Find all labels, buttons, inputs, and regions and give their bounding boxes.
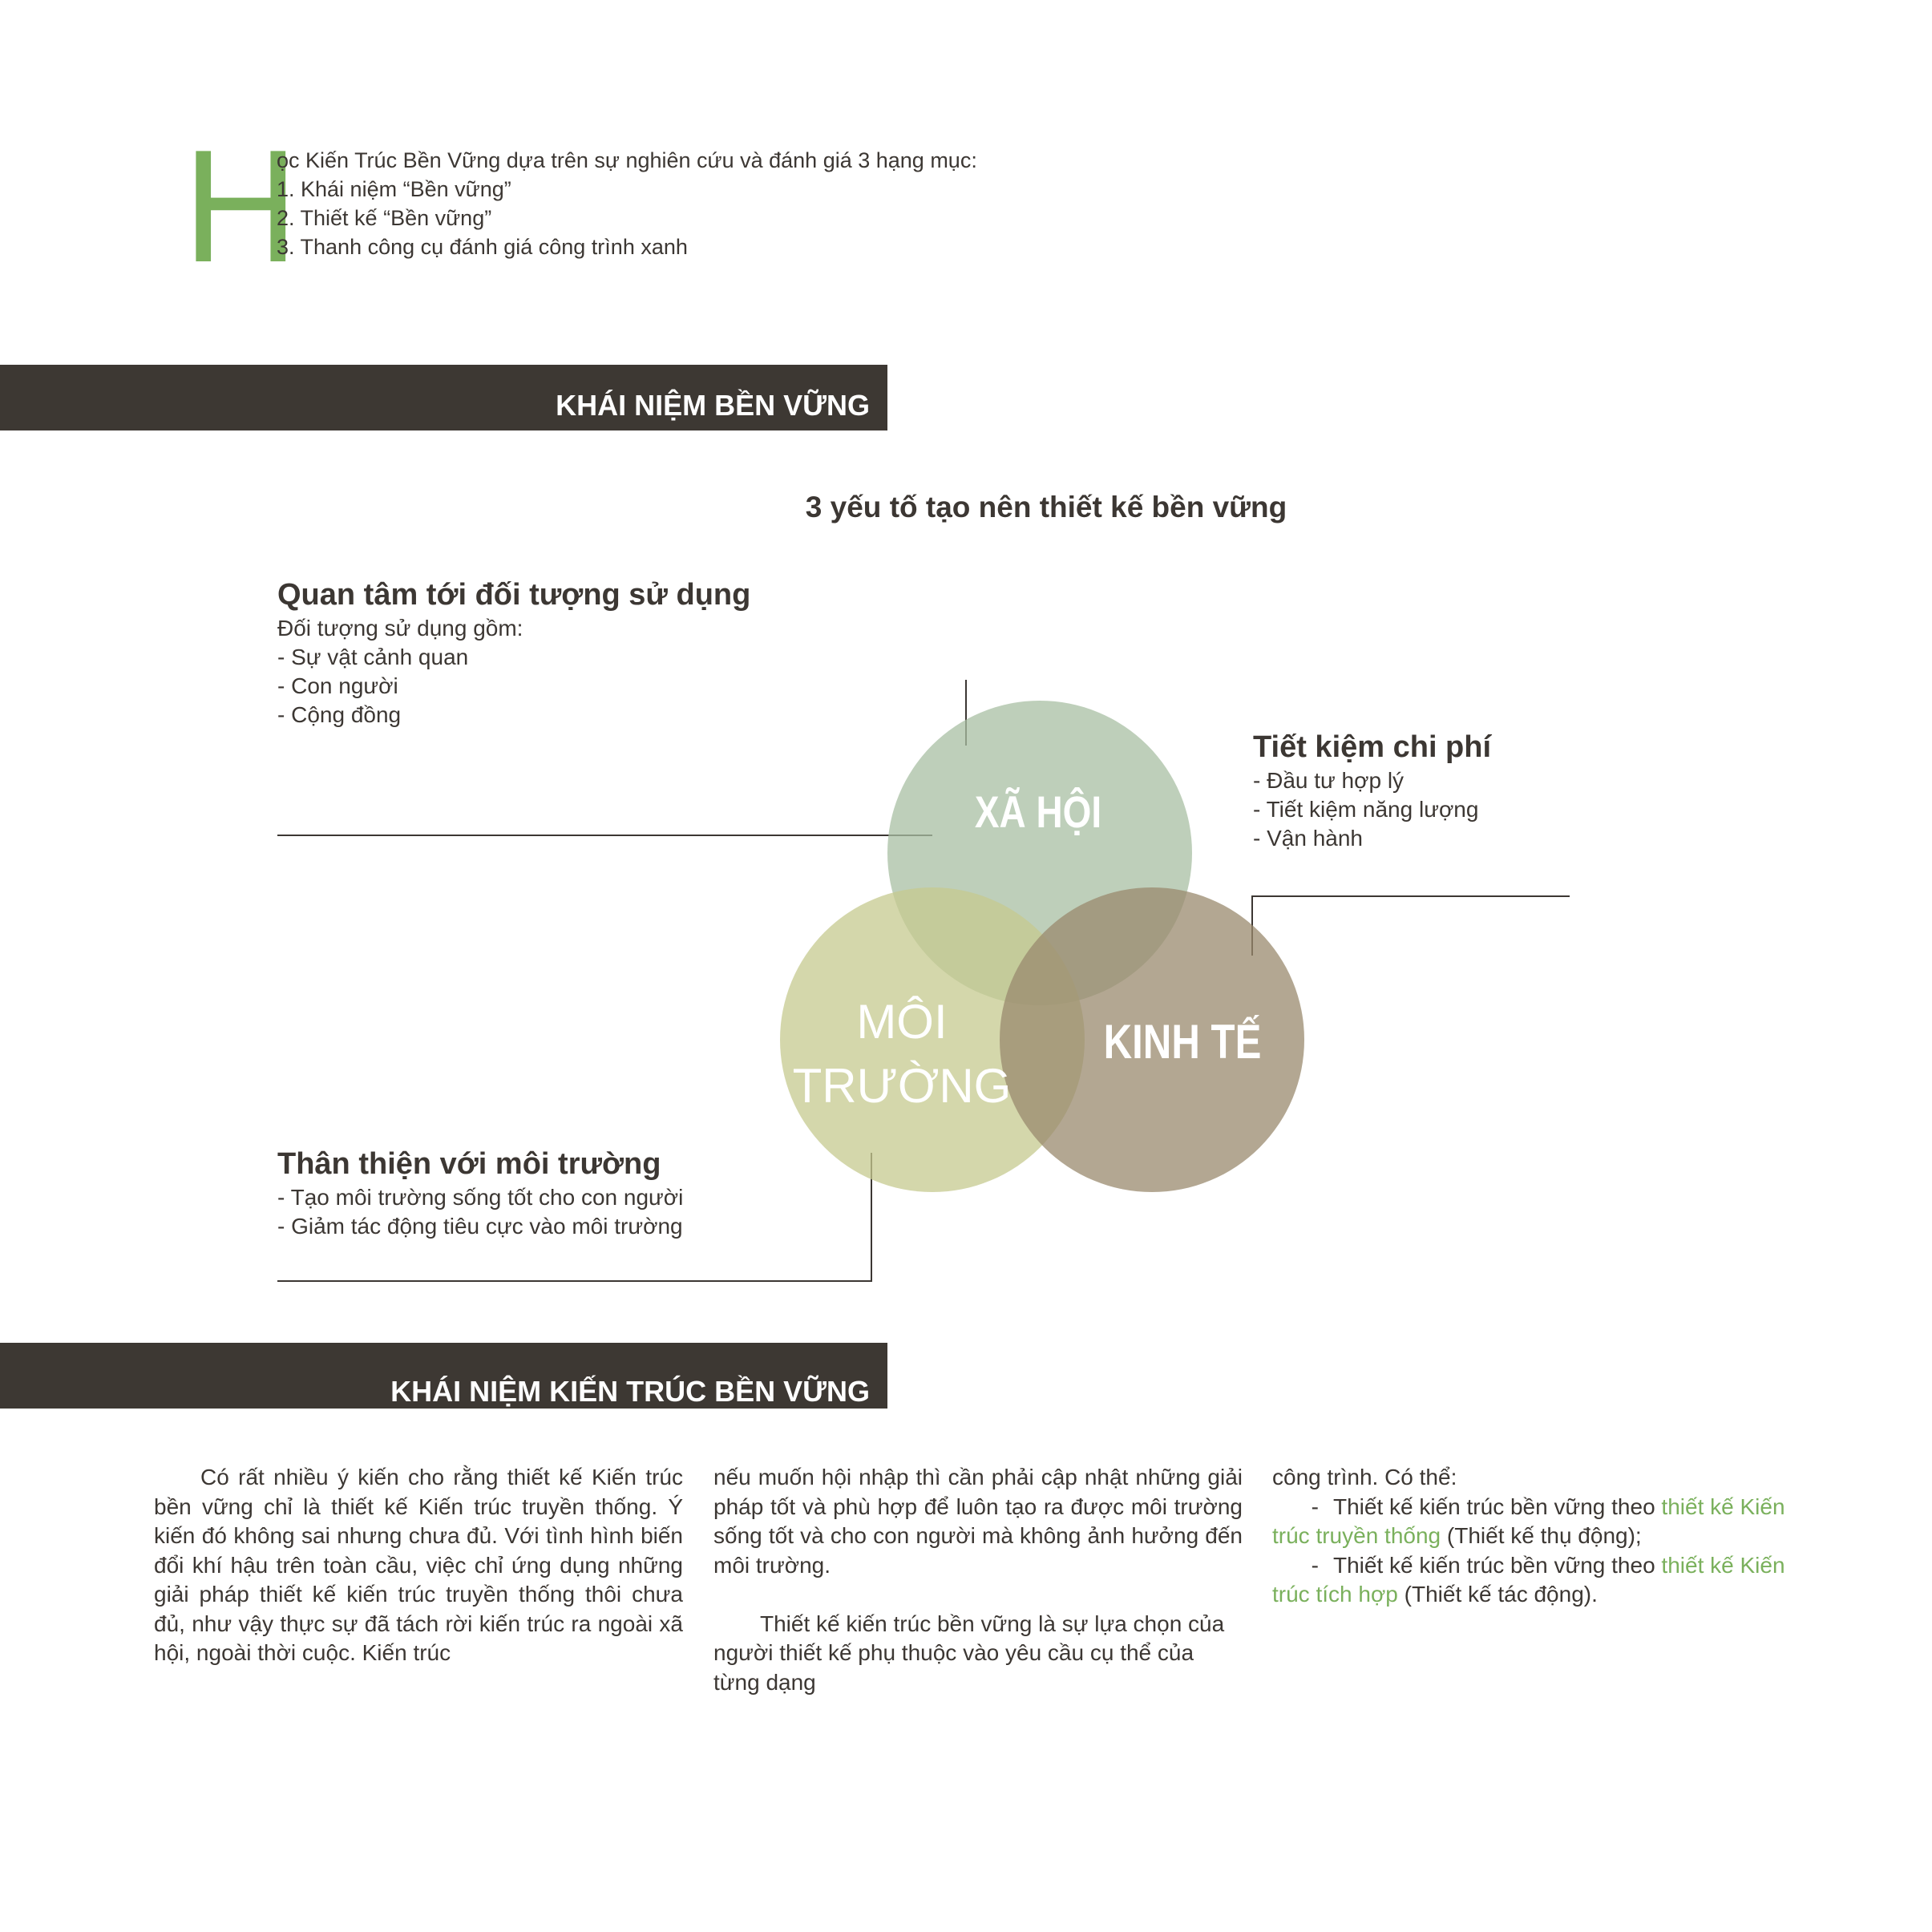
label-moi-truong-line2: TRƯỜNG [792,1059,1012,1113]
link-traditional-design[interactable]: thiết kế Kiến trúc truyền thống [1272,1493,1785,1548]
list-item [1272,1551,1801,1610]
diagram-title: 3 yếu tố tạo nên thiết kế bền vững [805,491,1287,523]
economy-heading: Tiết kiệm chi phí [1253,730,1492,764]
body-paragraph: Có rất nhiều ý kiến cho rằng thiết kế Kiến trúc bền vững chỉ là thiết kế Kiến trúc truyền thống. Ý kiến đó không sai nhưng chưa đủ. Với tình hình biến đổi khí hậu trên toàn cầu, việc chỉ ứng dụng những giải pháp thiết kế kiến trúc truyền thống thôi chưa đủ, như vậy thực sự đã tách rời kiến trúc ra ngoài xã hội, ngoài thời cuộc. Kiến trúc [154,1465,683,1665]
link-integrated-design[interactable]: thiết kế Kiến trúc tích hợp [1272,1552,1785,1607]
body-column-1 [154,1463,683,1668]
economy-block [1253,728,1491,853]
list-dash: - [1311,1552,1319,1578]
body-column-3 [1272,1463,1801,1610]
label-moi-truong-line1: MÔI [856,995,948,1049]
economy-line: - Tiết kiệm năng lượng [1253,797,1479,822]
section-title-2: KHÁI NIỆM KIẾN TRÚC BỀN VỮNG [390,1375,870,1408]
connector-economy [1252,896,1570,956]
intro-item-1: 1. Khái niệm “Bền vững” [277,177,511,201]
drop-cap: H [183,117,299,296]
list-item [1272,1493,1801,1551]
social-block [277,576,750,730]
economy-line: - Đầu tư hợp lý [1253,768,1405,793]
label-moi-truong [770,990,1034,1118]
list-item-text: Thiết kế kiến trúc bền vững theo [1333,1552,1662,1578]
social-line: - Cộng đồng [277,702,402,727]
list-item-text: Thiết kế kiến trúc bền vững theo [1333,1493,1662,1519]
social-line: - Sự vật cảnh quan [277,645,469,669]
environment-line: - Tạo môi trường sống tốt cho con người [277,1185,684,1210]
intro-item-2: 2. Thiết kế “Bền vững” [277,206,492,230]
body-paragraph: công trình. Có thể: [1272,1465,1457,1489]
intro-item-3: 3. Thanh công cụ đánh giá công trình xanh [277,235,688,259]
social-line: Đối tượng sử dụng gồm: [277,616,523,641]
section-title-1: KHÁI NIỆM BỀN VỮNG [556,389,870,422]
social-heading: Quan tâm tới đối tượng sử dụng [277,578,751,612]
label-kinh-te: KINH TẾ [1103,1015,1262,1069]
social-line: - Con người [277,673,398,698]
body-paragraph: Thiết kế kiến trúc bền vững là sự lựa chọn của người thiết kế phụ thuộc vào yêu cầu cụ thể của từng dạng [713,1611,1225,1695]
intro-line: ọc Kiến Trúc Bền Vững dựa trên sự nghiên cứu và đánh giá 3 hạng mục: [277,148,977,172]
list-dash: - [1311,1493,1319,1519]
list-item-suffix: (Thiết kế tác động). [1397,1582,1598,1607]
section-banner-2 [0,1343,887,1409]
body-column-2 [713,1463,1243,1697]
environment-heading: Thân thiện với môi trường [277,1147,661,1181]
economy-line: - Vận hành [1253,826,1363,851]
environment-block [277,1145,683,1241]
environment-line: - Giảm tác động tiêu cực vào môi trường [277,1214,683,1239]
list-item-suffix: (Thiết kế thụ động); [1441,1523,1642,1548]
body-paragraph: nếu muốn hội nhập thì cần phải cập nhật những giải pháp tốt và phù hợp để luôn tạo ra được môi trường sống tốt và cho con người mà không ảnh hưởng đến môi trường. [713,1465,1243,1578]
label-xa-hoi: XÃ HỘI [974,786,1102,837]
